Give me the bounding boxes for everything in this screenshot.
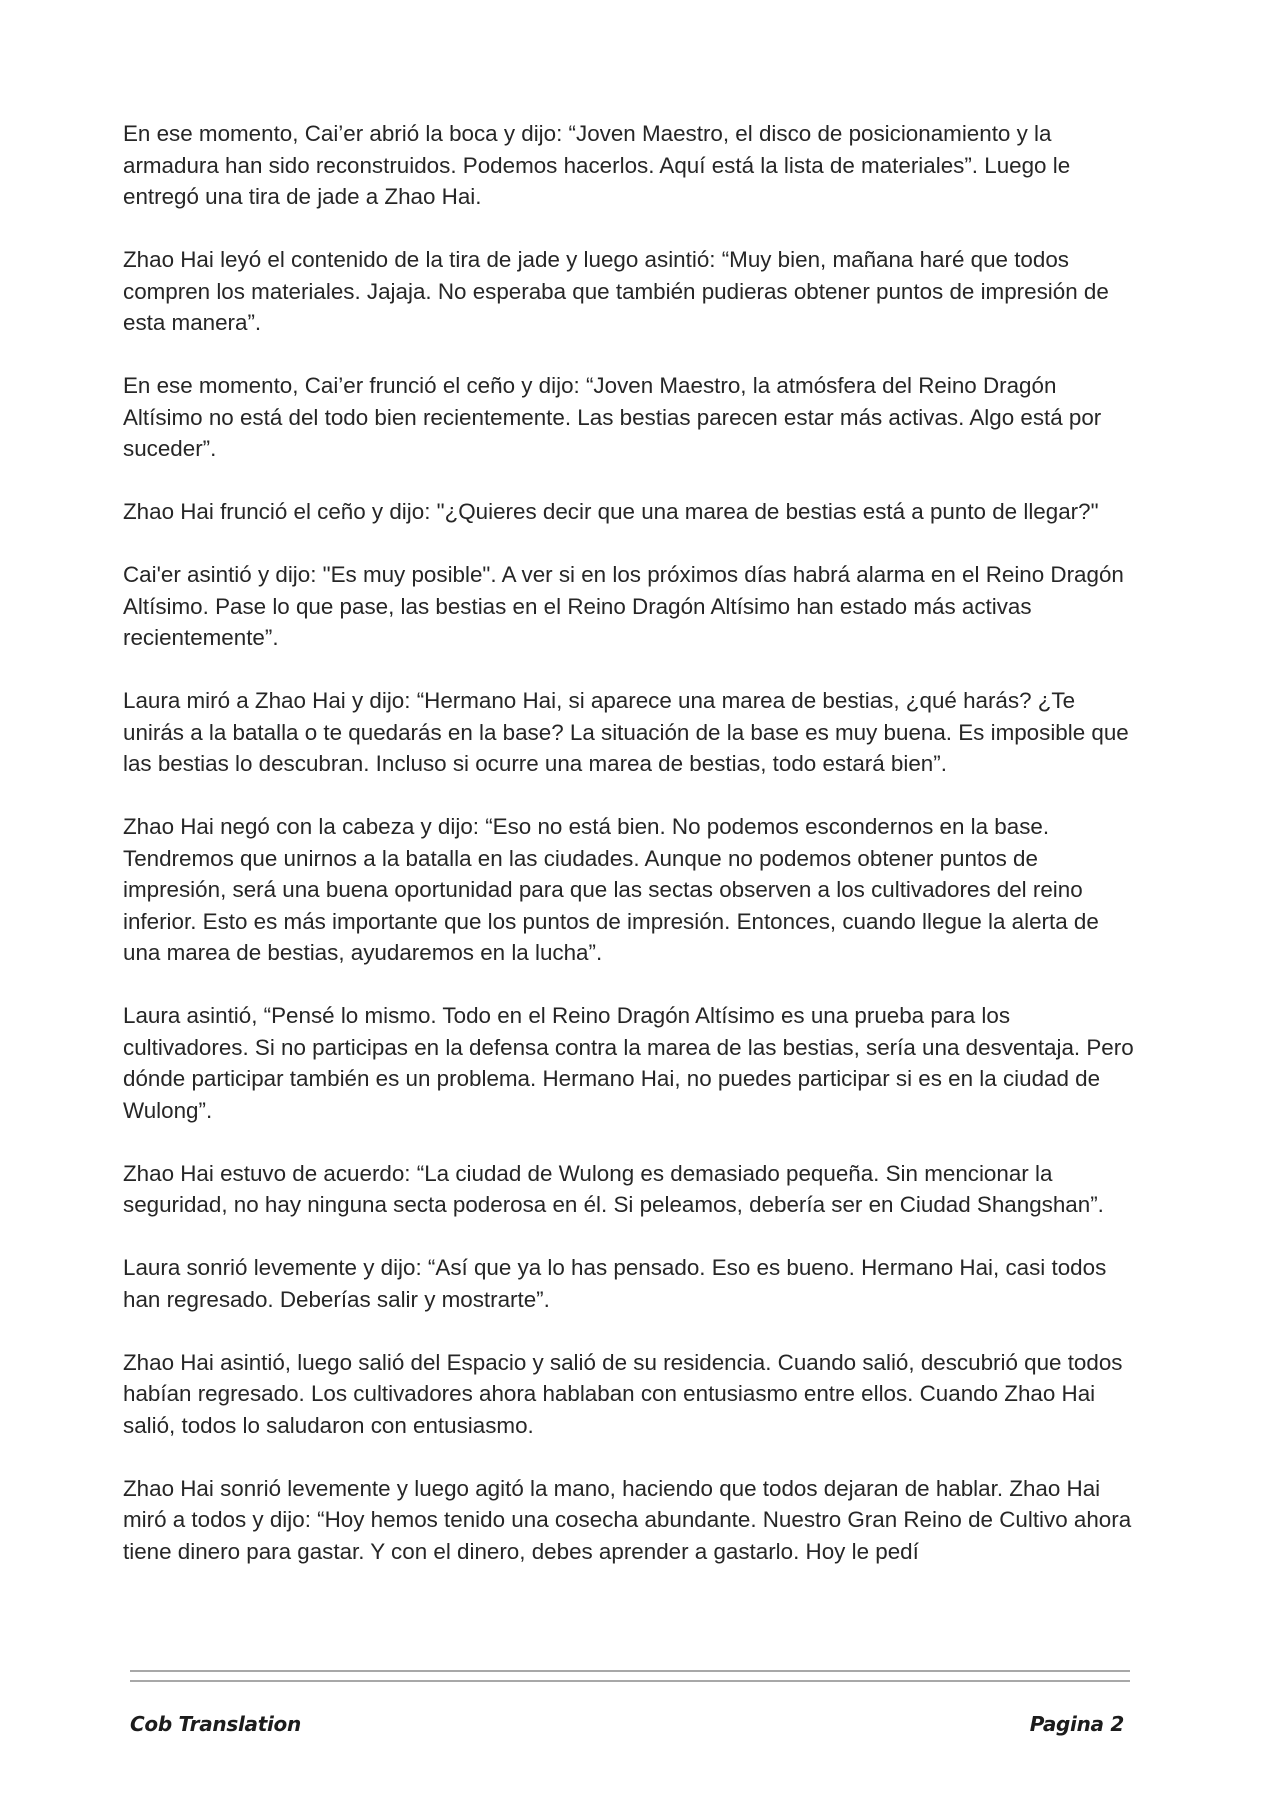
paragraph-6: Laura miró a Zhao Hai y dijo: “Hermano Hai, si aparece una marea de bestias, ¿qué harás? ¿Te unirás a la batalla o te quedarás en la base? La situación de la base es muy buena. Es imposible que las bestias lo descubran. Incluso si ocurre una marea de bestias, todo estará bien”. — [123, 688, 1129, 776]
paragraph-9: Zhao Hai estuvo de acuerdo: “La ciudad de Wulong es demasiado pequeña. Sin mencionar la seguridad, no hay ninguna secta poderosa en él. Si peleamos, debería ser en Ciudad Shangshan”. — [123, 1160, 1104, 1217]
document-body — [123, 118, 1135, 1567]
paragraph-7: Zhao Hai negó con la cabeza y dijo: “Eso no está bien. No podemos escondernos en la base. Tendremos que unirnos a la batalla en las ciudades. Aunque no podemos obtener puntos de impresión, será una buena oportunidad para que las sectas observen a los cultivadores del reino inferior. Esto es más importante que los puntos de impresión. Entonces, cuando llegue la alerta de una marea de bestias, ayudaremos en la lucha”. — [123, 814, 1099, 965]
footer-divider-top — [130, 1670, 1130, 1672]
footer-divider-bottom — [130, 1680, 1130, 1682]
paragraph-3: En ese momento, Cai’er frunció el ceño y dijo: “Joven Maestro, la atmósfera del Reino Dragón Altísimo no está del todo bien recientemente. Las bestias parecen estar más activas. Algo está por suceder”. — [123, 373, 1102, 461]
paragraph-8: Laura asintió, “Pensé lo mismo. Todo en el Reino Dragón Altísimo es una prueba para los cultivadores. Si no participas en la defensa contra la marea de las bestias, sería una desventaja. Pero dónde participar también es un problema. Hermano Hai, no puedes participar si es en la ciudad de Wulong”. — [123, 1003, 1134, 1123]
paragraph-10: Laura sonrió levemente y dijo: “Así que ya lo has pensado. Eso es bueno. Hermano Hai, casi todos han regresado. Deberías salir y mostrarte”. — [123, 1255, 1107, 1312]
paragraph-12: Zhao Hai sonrió levemente y luego agitó la mano, haciendo que todos dejaran de hablar. Zhao Hai miró a todos y dijo: “Hoy hemos tenido una cosecha abundante. Nuestro Gran Reino de Cultivo ahora tiene dinero para gastar. Y con el dinero, debes aprender a gastarlo. Hoy le pedí — [123, 1475, 1132, 1564]
paragraph-4: Zhao Hai frunció el ceño y dijo: "¿Quieres decir que una marea de bestias está a punto de llegar?" — [123, 499, 1099, 524]
paragraph-1: En ese momento, Cai’er abrió la boca y dijo: “Joven Maestro, el disco de posicionamiento y la armadura han sido reconstruidos. Podemos hacerlos. Aquí está la lista de materiales”. Luego le entregó una tira de jade a Zhao Hai. — [123, 121, 1071, 209]
paragraph-2: Zhao Hai leyó el contenido de la tira de jade y luego asintió: “Muy bien, mañana haré que todos compren los materiales. Jajaja. No esperaba que también pudieras obtener puntos de impresión de esta manera”. — [123, 247, 1109, 335]
paragraph-5: Cai'er asintió y dijo: "Es muy posible". A ver si en los próximos días habrá alarma en el Reino Dragón Altísimo. Pase lo que pase, las bestias en el Reino Dragón Altísimo han estado más activas recientemente”. — [123, 562, 1124, 650]
footer-page-number: Pagina 2 — [1029, 1712, 1124, 1736]
footer-translator-name: Cob Translation — [130, 1712, 301, 1736]
paragraph-11: Zhao Hai asintió, luego salió del Espacio y salió de su residencia. Cuando salió, descubrió que todos habían regresado. Los cultivadores ahora hablaban con entusiasmo entre ellos. Cuando Zhao Hai salió, todos lo saludaron con entusiasmo. — [123, 1349, 1123, 1438]
